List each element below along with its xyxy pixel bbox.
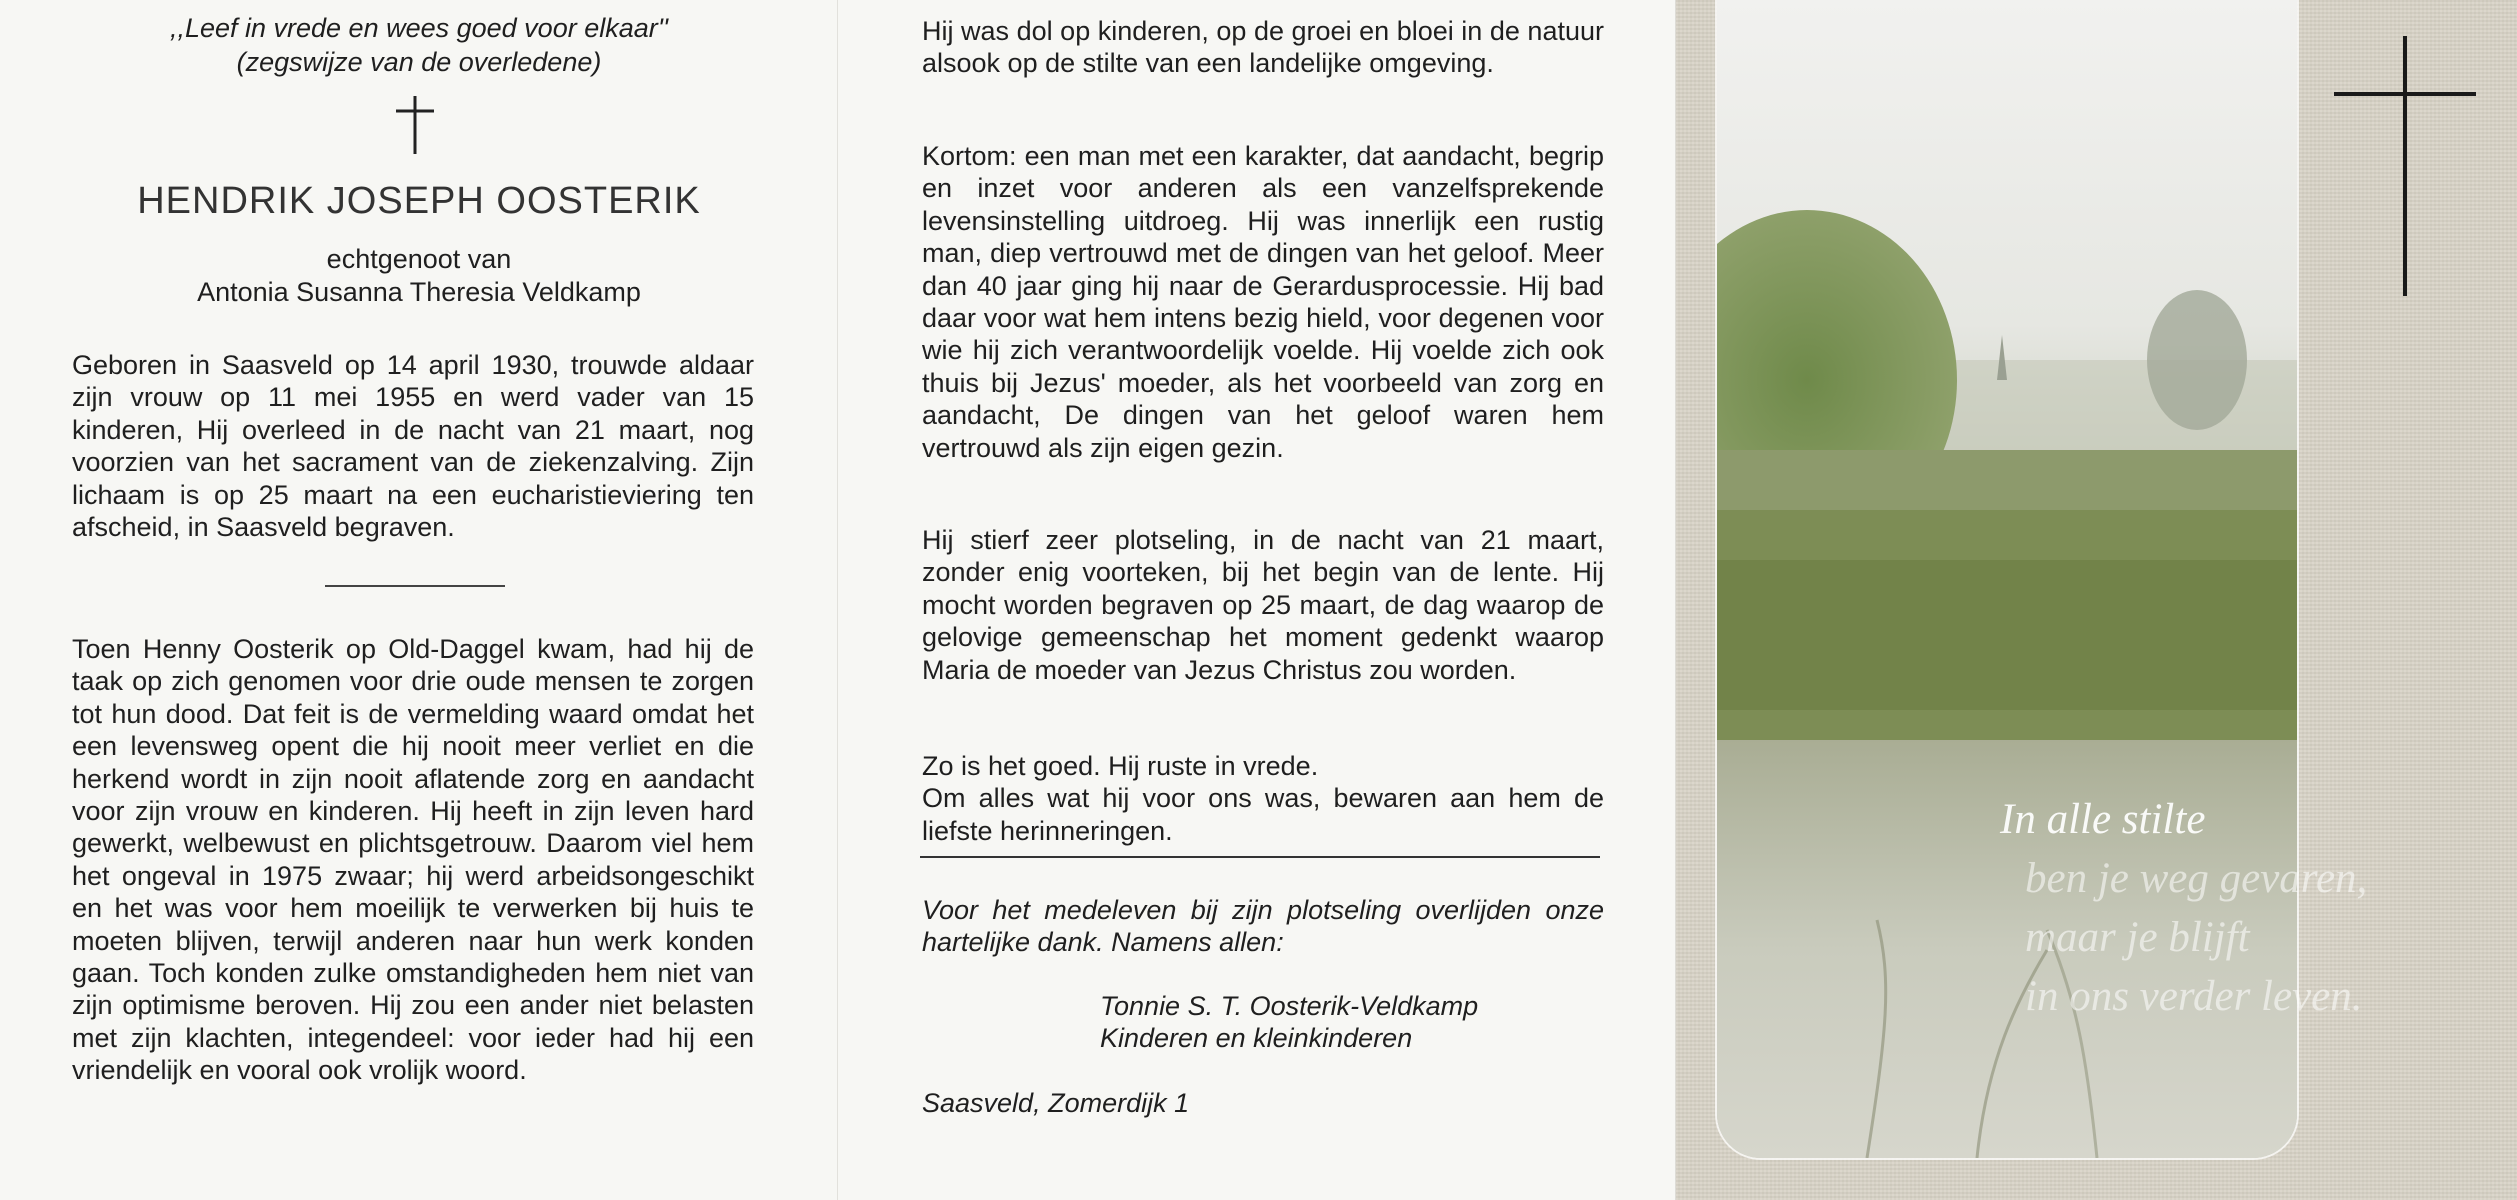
divider bbox=[325, 585, 505, 587]
farewell-line: Zo is het goed. Hij ruste in vrede. bbox=[922, 751, 1319, 781]
motto-quote: ,,Leef in vrede en wees goed voor elkaar'' bbox=[169, 13, 669, 43]
paragraph-nature: Hij was dol op kinderen, op de groei en bloei in de natuur alsook op de stilte van een landelijke omgeving. bbox=[922, 16, 1604, 79]
poem-line-4: in ons verder leven. bbox=[2025, 973, 2363, 1020]
motto-source: (zegswijze van de overledene) bbox=[236, 47, 602, 77]
spouse-label: echtgenoot van bbox=[326, 244, 512, 274]
signature-family: Kinderen en kleinkinderen bbox=[1100, 1023, 1413, 1053]
signature-spouse: Tonnie S. T. Oosterik-Veldkamp bbox=[1100, 991, 1479, 1021]
poem-line-2: ben je weg gevaren, bbox=[2025, 855, 2368, 902]
story-paragraph: Toen Henny Oosterik op Old-Daggel kwam, had hij de taak op zich genomen voor drie oude mensen te zorgen tot hun dood. Dat feit is de vermelding waard omdat het een levensweg opent die hij nooit meer verliet en die herkend wordt in zijn nooit aflatende zorg en aandacht voor zijn vrouw en kinderen. Hij heeft in zijn leven hard gewerkt, welbewust en plichtsgetrouw. Daarom viel hem het ongeval in 1975 zwaar; hij werd arbeidsongeschikt en het was voor hem moeilijk te verwerken bij huis te moeten blijven, terwijl anderen naar hun werk konden gaan. Toch konden zulke omstandigheden hem niet van zijn optimisme beroven. Hij zou een ander niet belasten met zijn klachten, integendeel: voor ieder had hij een vriendelijk en vooral ook vrolijk woord. bbox=[72, 634, 754, 1086]
farewell-memory: Om alles wat hij voor ons was, bewaren aan hem de liefste herinneringen. bbox=[922, 783, 1604, 846]
divider bbox=[920, 856, 1600, 858]
address: Saasveld, Zomerdijk 1 bbox=[922, 1088, 1190, 1118]
paragraph-farewell bbox=[922, 750, 1604, 847]
poem-line-3: maar je blijft bbox=[2025, 914, 2250, 961]
cross-icon bbox=[390, 94, 440, 156]
cross-icon bbox=[2330, 34, 2480, 300]
poem-line-1: In alle stilte bbox=[2000, 796, 2206, 843]
thanks-text: Voor het medeleven bij zijn plotseling overlijden onze hartelijke dank. Namens allen: bbox=[922, 895, 1604, 957]
poem bbox=[1985, 790, 2367, 1026]
bio-paragraph: Geboren in Saasveld op 14 april 1930, trouwde aldaar zijn vrouw op 11 mei 1955 en werd vader van 15 kinderen, Hij overleed in de nacht van 21 maart, nog voorzien van het sacrament van de ziekenzalving. Zijn lichaam is op 25 maart na een eucharistieviering ten afscheid, in Saasveld begraven. bbox=[72, 350, 754, 543]
deceased-name: HENDRIK JOSEPH OOSTERIK bbox=[137, 180, 701, 222]
spouse-name: Antonia Susanna Theresia Veldkamp bbox=[197, 277, 641, 307]
paragraph-death: Hij stierf zeer plotseling, in de nacht van 21 maart, zonder enig voorteken, bij het begin van de lente. Hij mocht worden begraven op 25 maart, de dag waarop de gelovige gemeenschap het moment gedenkt waarop Maria de moeder van Jezus Christus zou worden. bbox=[922, 525, 1604, 685]
paragraph-character: Kortom: een man met een karakter, dat aandacht, begrip en inzet voor anderen als een vanzelfsprekende levensinstelling uitdroeg. Hij was innerlijk een rustig man, diep vertrouwd met de dingen van het geloof. Meer dan 40 jaar ging hij naar de Gerardusprocessie. Hij bad daar voor wat hem intens bezig hield, voor degenen voor wie hij zich verantwoordelijk voelde. Hij voelde zich ook thuis bij Jezus' moeder, als het voorbeeld van zorg en aandacht, De dingen van het geloof waren hem vertrouwd als zijn eigen gezin. bbox=[922, 141, 1604, 463]
